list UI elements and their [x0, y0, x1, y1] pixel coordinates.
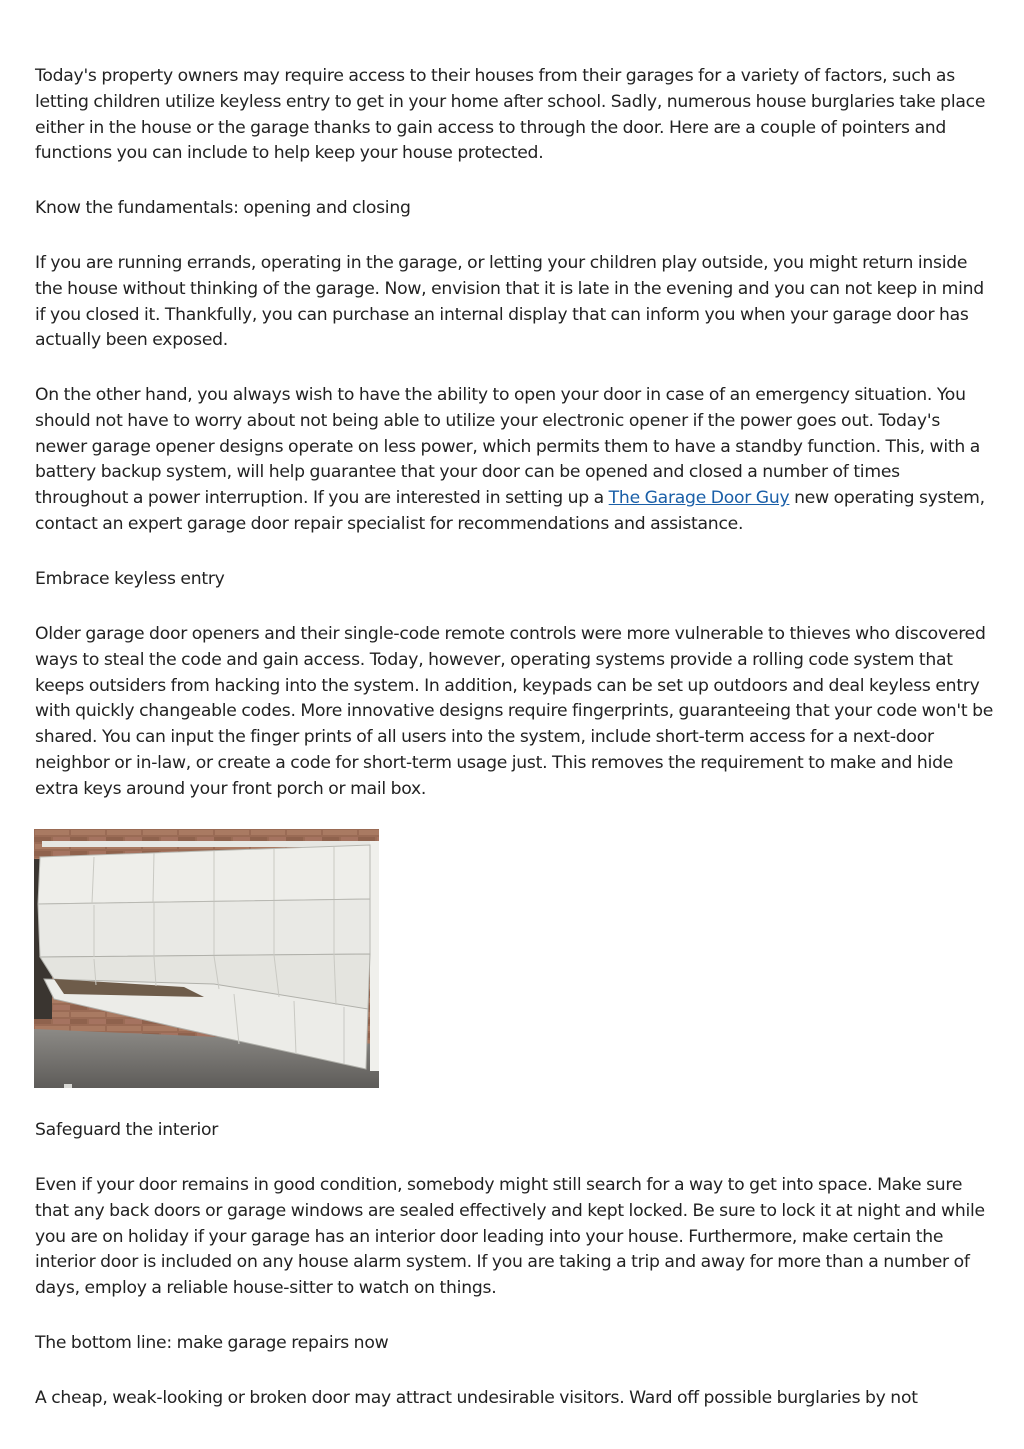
garage-door-guy-link[interactable]: The Garage Door Guy — [608, 488, 790, 509]
heading-bottom-line: The bottom line: make garage repairs now — [35, 1333, 389, 1353]
paragraph-bottom-line: A cheap, weak-looking or broken door may attract undesirable visitors. Ward off possible burglaries by not — [35, 1388, 918, 1408]
paragraph-intro: Today's property owners may require access to their houses from their garages for a variety of factors, such as letting children utilize keyless entry to get in your home after school. Sadly, numerous house burglaries take place either in the house or the garage thanks to gain access to through the door. Here are a couple of pointers and functions you can include to help keep your house protected. — [35, 66, 986, 164]
heading-safeguard-interior: Safeguard the interior — [35, 1120, 219, 1140]
paragraph-keyless: Older garage door openers and their single-code remote controls were more vulnerable to thieves who discovered ways to steal the code and gain access. Today, however, operating systems provide a rolling code system that keeps outsiders from hacking into the system. In addition, keypads can be set up outdoors and deal keyless entry with quickly changeable codes. More innovative designs require fingerprints, guaranteeing that your code won't be shared. You can input the finger prints of all users into the system, include short-term access for a next-door neighbor or in-law, or create a code for short-term usage just. This removes the requirement to make and hide extra keys around your front porch or mail box. — [35, 624, 994, 799]
paragraph-emergency — [35, 383, 995, 538]
paragraph-running-errands: If you are running errands, operating in the garage, or letting your children play outside, you might return inside the house without thinking of the garage. Now, envision that it is late in the evening and you can not keep in mind if you closed it. Thankfully, you can purchase an internal display that can inform you when your garage door has actually been exposed. — [35, 253, 984, 351]
paragraph-emergency-text: On the other hand, you always wish to have the ability to open your door in case of an emergency situation. You should not have to worry about not being able to utilize your electronic opener if the power goes out. Today's newer garage opener designs operate on less power, which permits them to have a standby function. This, with a battery backup system, will help guarantee that your door can be opened and closed a number of times throughout a power interruption. If you are interested in setting up a — [35, 385, 981, 509]
heading-keyless-entry: Embrace keyless entry — [35, 569, 225, 589]
paragraph-emergency-tail: new operating system, contact an expert garage door repair specialist for recommendations and assistance. — [35, 488, 985, 534]
heading-know-fundamentals: Know the fundamentals: opening and closing — [35, 198, 411, 218]
damaged-garage-door-photo — [34, 829, 379, 1088]
paragraph-interior: Even if your door remains in good condition, somebody might still search for a way to get into space. Make sure that any back doors or garage windows are sealed effectively and kept locked. Be sure to lock it at night and while you are on holiday if your garage has an interior door leading into your house. Furthermore, make certain the interior door is included on any house alarm system. If you are taking a trip and away for more than a number of days, employ a reliable house-sitter to watch on things. — [35, 1175, 985, 1299]
